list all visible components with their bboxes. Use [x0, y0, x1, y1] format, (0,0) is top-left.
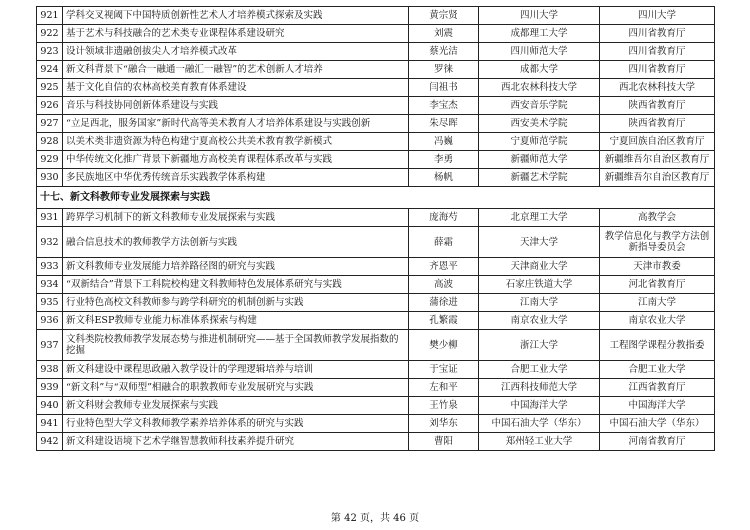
- row-number: 938: [37, 361, 63, 379]
- institution-name: 合肥工业大学: [479, 361, 600, 379]
- institution-name: 新疆艺术学院: [479, 169, 600, 187]
- project-title: 文科类院校教师教学发展态势与推进机制研究——基于全国教师教学发展指数的挖掘: [63, 330, 409, 361]
- table-row: [37, 25, 715, 43]
- table-row: [37, 361, 715, 379]
- institution-name: 成都理工大学: [479, 25, 600, 43]
- institution-name: 成都大学: [479, 61, 600, 79]
- row-number: 923: [37, 43, 63, 61]
- project-leader: 蒲徐进: [409, 294, 479, 312]
- project-title: 跨界学习机制下的新文科教师专业发展探索与实践: [63, 209, 409, 227]
- row-number: 926: [37, 97, 63, 115]
- project-leader: 齐恩平: [409, 258, 479, 276]
- project-leader: 薛霜: [409, 227, 479, 258]
- row-number: 935: [37, 294, 63, 312]
- institution-name: 江西科技师范大学: [479, 379, 600, 397]
- row-number: 934: [37, 276, 63, 294]
- row-number: 930: [37, 169, 63, 187]
- recommending-unit: 西北农林科技大学: [600, 79, 715, 97]
- project-leader: 罗徕: [409, 61, 479, 79]
- project-title: 多民族地区中华优秀传统音乐实践教学体系构建: [63, 169, 409, 187]
- table-row: [37, 79, 715, 97]
- table-row: [37, 415, 715, 433]
- project-leader: 杨帆: [409, 169, 479, 187]
- row-number: 937: [37, 330, 63, 361]
- institution-name: 西安音乐学院: [479, 97, 600, 115]
- row-number: 922: [37, 25, 63, 43]
- table-row: [37, 43, 715, 61]
- project-title: 新文科建设中课程思政融入教学设计的学理逻辑培养与培训: [63, 361, 409, 379]
- project-leader: 黄宗贤: [409, 7, 479, 25]
- row-number: 932: [37, 227, 63, 258]
- institution-name: 西安美术学院: [479, 115, 600, 133]
- table-row: [37, 294, 715, 312]
- row-number: 928: [37, 133, 63, 151]
- recommending-unit: 新疆维吾尔自治区教育厅: [600, 169, 715, 187]
- project-title: 新文科背景下“融合一融通一融汇一融智”的艺术创新人才培养: [63, 61, 409, 79]
- project-leader: 高波: [409, 276, 479, 294]
- institution-name: 郑州轻工业大学: [479, 433, 600, 451]
- project-title: 行业特色型大学文科教师教学素养培养体系的研究与实践: [63, 415, 409, 433]
- project-leader: 刘华东: [409, 415, 479, 433]
- table-row: [37, 115, 715, 133]
- project-title: 新文科教师专业发展能力培养路径图的研究与实践: [63, 258, 409, 276]
- recommending-unit: 江西省教育厅: [600, 379, 715, 397]
- institution-name: 中国海洋大学: [479, 397, 600, 415]
- table-row: [37, 7, 715, 25]
- recommending-unit: 河北省教育厅: [600, 276, 715, 294]
- project-leader: 朱尽晖: [409, 115, 479, 133]
- row-number: 925: [37, 79, 63, 97]
- project-title: 新文科建设语境下艺术学继智慧教师科技素养提升研究: [63, 433, 409, 451]
- row-number: 933: [37, 258, 63, 276]
- row-number: 929: [37, 151, 63, 169]
- table-row: [37, 227, 715, 258]
- recommending-unit: 江南大学: [600, 294, 715, 312]
- page-footer: 第 42 页，共 46 页: [330, 513, 420, 524]
- table-row: [37, 397, 715, 415]
- institution-name: 石家庄铁道大学: [479, 276, 600, 294]
- table-row: [37, 258, 715, 276]
- project-title: “立足西北，服务国家”新时代高等美术教育人才培养体系建设与实践创新: [63, 115, 409, 133]
- project-title: 设计领域非遗融创拔尖人才培养模式改革: [63, 43, 409, 61]
- recommending-unit: 天津市教委: [600, 258, 715, 276]
- institution-name: 四川师范大学: [479, 43, 600, 61]
- institution-name: 新疆师范大学: [479, 151, 600, 169]
- recommending-unit: 四川省教育厅: [600, 43, 715, 61]
- institution-name: 南京农业大学: [479, 312, 600, 330]
- table-row: [37, 97, 715, 115]
- row-number: 940: [37, 397, 63, 415]
- row-number: 936: [37, 312, 63, 330]
- row-number: 921: [37, 7, 63, 25]
- recommending-unit: 宁夏回族自治区教育厅: [600, 133, 715, 151]
- institution-name: 天津大学: [479, 227, 600, 258]
- recommending-unit: 陕西省教育厅: [600, 97, 715, 115]
- recommending-unit: 工程图学课程分教指委: [600, 330, 715, 361]
- table-row: [37, 151, 715, 169]
- project-title: “双新结合”背景下工科院校构建文科教师特色发展体系研究与实践: [63, 276, 409, 294]
- row-number: 939: [37, 379, 63, 397]
- project-title: 音乐与科技协同创新体系建设与实践: [63, 97, 409, 115]
- project-title: 新文科财会教师专业发展探索与实践: [63, 397, 409, 415]
- recommending-unit: 陕西省教育厅: [600, 115, 715, 133]
- recommending-unit: 新疆维吾尔自治区教育厅: [600, 151, 715, 169]
- project-title: 新文科ESP教师专业能力标准体系探索与构建: [63, 312, 409, 330]
- project-leader: 王竹泉: [409, 397, 479, 415]
- institution-name: 四川大学: [479, 7, 600, 25]
- row-number: 924: [37, 61, 63, 79]
- recommending-unit: 合肥工业大学: [600, 361, 715, 379]
- project-leader: 刘震: [409, 25, 479, 43]
- project-leader: 庞海芍: [409, 209, 479, 227]
- recommending-unit: 河南省教育厅: [600, 433, 715, 451]
- project-leader: 孔繁霞: [409, 312, 479, 330]
- recommending-unit: 四川省教育厅: [600, 61, 715, 79]
- project-leader: 李宝杰: [409, 97, 479, 115]
- project-title: 基于文化自信的农林高校美育教育体系建设: [63, 79, 409, 97]
- institution-name: 浙江大学: [479, 330, 600, 361]
- row-number: 931: [37, 209, 63, 227]
- project-leader: 樊少柳: [409, 330, 479, 361]
- institution-name: 西北农林科技大学: [479, 79, 600, 97]
- institution-name: 北京理工大学: [479, 209, 600, 227]
- table-row: [37, 312, 715, 330]
- table-row: [37, 61, 715, 79]
- recommending-unit: 中国石油大学（华东）: [600, 415, 715, 433]
- table-row: [37, 133, 715, 151]
- table-row: [37, 379, 715, 397]
- table-row: [37, 276, 715, 294]
- project-title: 中华传统文化推广背景下新疆地方高校美育课程体系改革与实践: [63, 151, 409, 169]
- table-row: [37, 433, 715, 451]
- institution-name: 宁夏师范学院: [479, 133, 600, 151]
- institution-name: 江南大学: [479, 294, 600, 312]
- project-leader: 冯巍: [409, 133, 479, 151]
- project-title: 行业特色高校文科教师参与跨学科研究的机制创新与实践: [63, 294, 409, 312]
- institution-name: 天津商业大学: [479, 258, 600, 276]
- recommending-unit: 教学信息化与教学方法创新指导委员会: [600, 227, 715, 258]
- project-leader: 李勇: [409, 151, 479, 169]
- row-number: 942: [37, 433, 63, 451]
- project-title: 以美术类非遗资源为特色构建宁夏高校公共美术教育教学新模式: [63, 133, 409, 151]
- recommending-unit: 四川省教育厅: [600, 25, 715, 43]
- recommending-unit: 高教学会: [600, 209, 715, 227]
- table-row: [37, 209, 715, 227]
- section-header-row: [37, 187, 715, 209]
- recommending-unit: 四川大学: [600, 7, 715, 25]
- project-title: 基于艺术与科技融合的艺术类专业课程体系建设研究: [63, 25, 409, 43]
- project-leader: 蔡光洁: [409, 43, 479, 61]
- recommending-unit: 中国海洋大学: [600, 397, 715, 415]
- project-leader: 曹阳: [409, 433, 479, 451]
- project-leader: 于宝证: [409, 361, 479, 379]
- project-table: [36, 6, 715, 451]
- project-leader: 左和平: [409, 379, 479, 397]
- project-title: 学科交叉视阈下中国特质创新性艺术人才培养模式探索及实践: [63, 7, 409, 25]
- recommending-unit: 南京农业大学: [600, 312, 715, 330]
- section-title: 十七、新文科教师专业发展探索与实践: [37, 187, 715, 209]
- project-leader: 闫祖书: [409, 79, 479, 97]
- project-title: 融合信息技术的教师教学方法创新与实践: [63, 227, 409, 258]
- institution-name: 中国石油大学（华东）: [479, 415, 600, 433]
- project-title: “新文科”与“双师型”相融合的职教教师专业发展研究与实践: [63, 379, 409, 397]
- row-number: 927: [37, 115, 63, 133]
- row-number: 941: [37, 415, 63, 433]
- table-row: [37, 169, 715, 187]
- table-row: [37, 330, 715, 361]
